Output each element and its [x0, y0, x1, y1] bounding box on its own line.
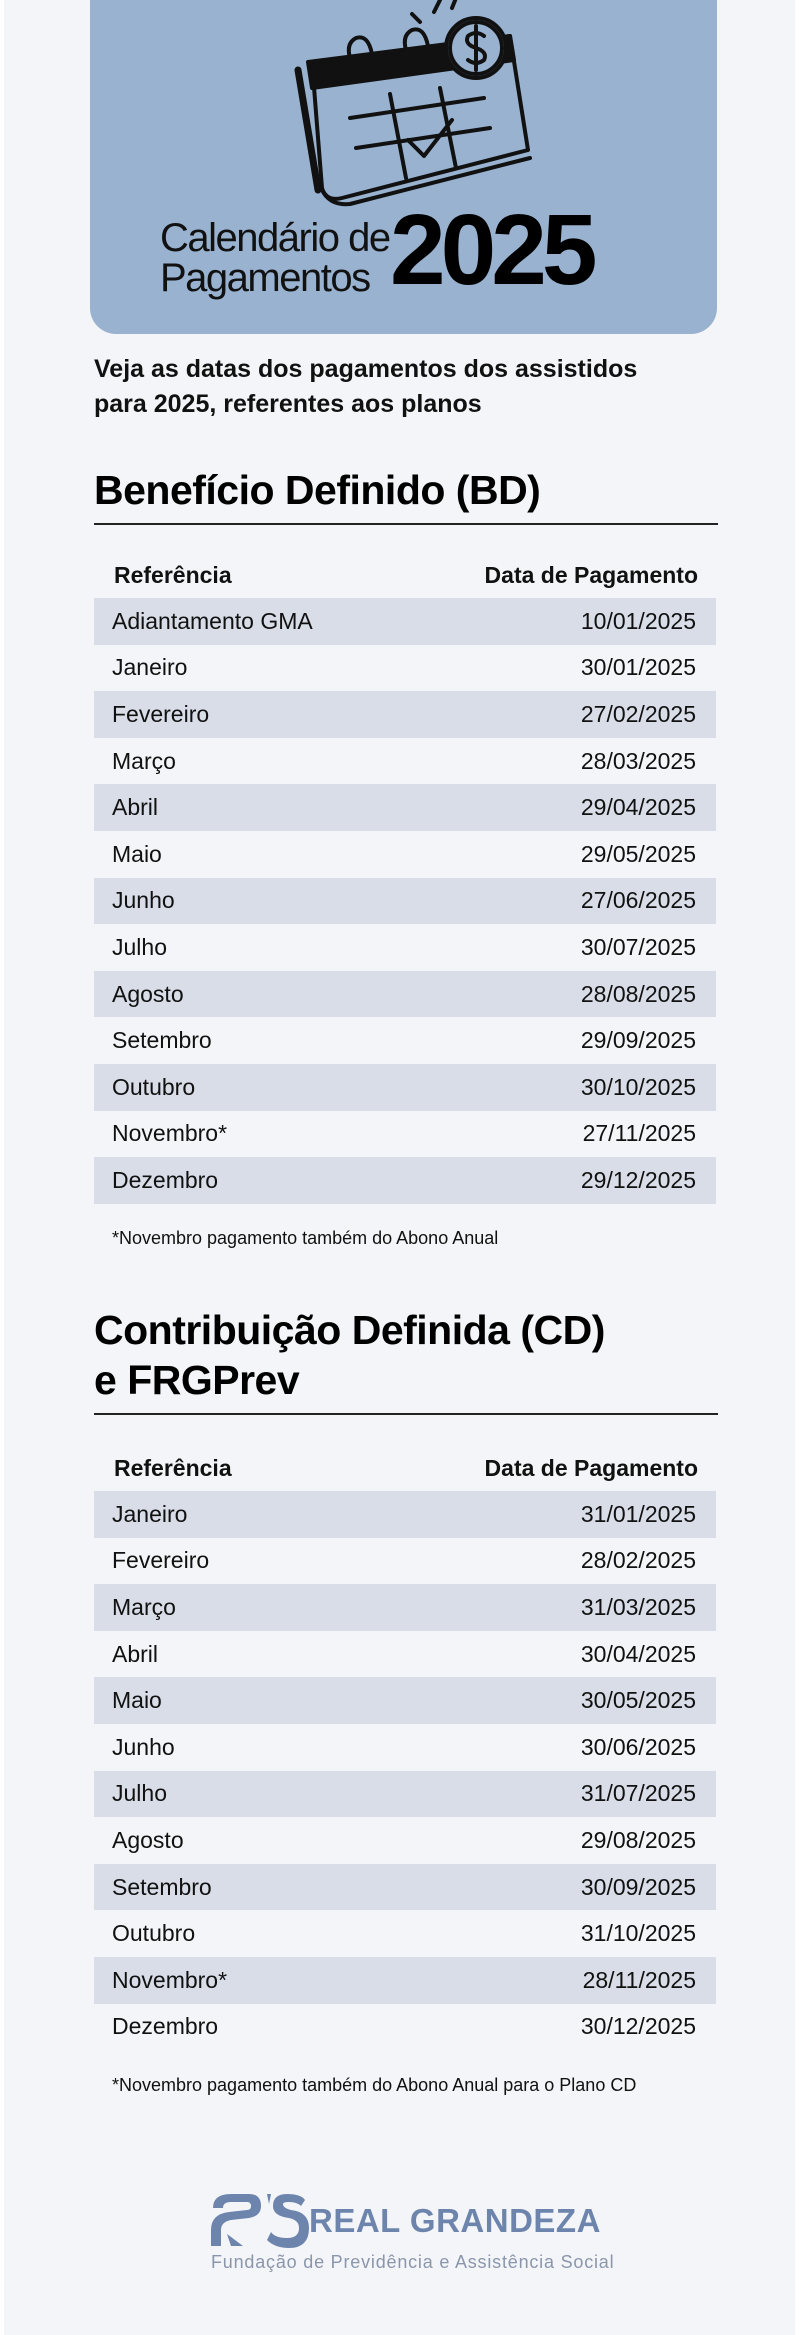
table-row — [94, 1157, 716, 1204]
cd-col-ref: Referência — [114, 1454, 232, 1481]
row-payment-date: 30/07/2025 — [580, 933, 696, 960]
row-payment-date: 31/07/2025 — [580, 1780, 696, 1807]
row-payment-date: 29/09/2025 — [580, 1027, 696, 1054]
table-row — [94, 1111, 716, 1158]
row-reference: Maio — [112, 1687, 162, 1714]
intro-text: Veja as datas dos pagamentos dos assistidos para 2025, referentes aos planos — [94, 355, 638, 418]
row-payment-date: 10/01/2025 — [580, 607, 696, 634]
table-row — [94, 924, 716, 971]
row-reference: Agosto — [112, 980, 184, 1007]
row-payment-date: 27/11/2025 — [582, 1120, 696, 1147]
table-row — [94, 691, 716, 738]
table-row — [94, 1677, 716, 1724]
table-row — [94, 1864, 716, 1911]
row-payment-date: 28/03/2025 — [580, 747, 696, 774]
bd-table-header — [94, 552, 716, 598]
table-row — [94, 1957, 716, 2004]
table-row — [94, 784, 716, 831]
bd-footnote: *Novembro pagamento também do Abono Anual — [112, 1228, 499, 1248]
row-payment-date: 28/11/2025 — [582, 1966, 696, 1993]
table-row — [94, 1491, 716, 1538]
row-reference: Junho — [112, 887, 175, 914]
row-payment-date: 29/12/2025 — [580, 1166, 696, 1193]
cd-footnote: *Novembro pagamento também do Abono Anual para o Plano CD — [112, 2075, 637, 2095]
row-payment-date: 29/04/2025 — [580, 794, 696, 821]
row-payment-date: 31/10/2025 — [580, 1920, 696, 1947]
table-row — [94, 1584, 716, 1631]
table-row — [94, 831, 716, 878]
cd-section-title — [94, 1305, 734, 1405]
row-payment-date: 30/06/2025 — [580, 1733, 696, 1760]
row-reference: Janeiro — [112, 1500, 188, 1527]
table-row — [94, 1910, 716, 1957]
row-payment-date: 29/05/2025 — [580, 840, 696, 867]
table-row — [94, 2004, 716, 2051]
row-reference: Fevereiro — [112, 1547, 210, 1574]
header-title-line1: Calendário de — [160, 216, 390, 260]
header-year: 2025 — [390, 194, 593, 306]
row-reference: Abril — [112, 794, 159, 821]
bd-col-ref: Referência — [114, 561, 232, 588]
row-reference: Setembro — [112, 1873, 212, 1900]
header-banner — [90, 0, 717, 334]
footer-logo — [209, 2190, 615, 2280]
cd-section-title-line2: e FRGPrev — [94, 1357, 300, 1403]
row-reference: Adiantamento GMA — [112, 607, 313, 634]
row-reference: Junho — [112, 1733, 175, 1760]
row-payment-date: 31/01/2025 — [580, 1500, 696, 1527]
bd-divider — [94, 523, 718, 525]
row-reference: Outubro — [112, 1920, 196, 1947]
row-reference: Março — [112, 747, 176, 774]
real-grandeza-logo-mark — [209, 2190, 309, 2252]
row-payment-date: 30/12/2025 — [580, 2013, 696, 2040]
bd-table — [94, 552, 716, 1204]
row-payment-date: 27/06/2025 — [580, 887, 696, 914]
row-payment-date: 30/01/2025 — [580, 654, 696, 681]
row-payment-date: 30/05/2025 — [580, 1687, 696, 1714]
row-reference: Dezembro — [112, 2013, 219, 2040]
cd-divider — [94, 1413, 718, 1415]
table-row — [94, 738, 716, 785]
cd-section-title-line1: Contribuição Definida (CD) — [94, 1307, 605, 1353]
cd-table — [94, 1445, 716, 2050]
page — [4, 0, 795, 2335]
row-payment-date: 27/02/2025 — [580, 700, 696, 727]
row-reference: Julho — [112, 933, 167, 960]
bd-col-date: Data de Pagamento — [484, 561, 698, 588]
cd-col-date: Data de Pagamento — [484, 1454, 698, 1481]
bd-section-title: Benefício Definido (BD) — [94, 467, 541, 513]
table-row — [94, 878, 716, 925]
table-row — [94, 1064, 716, 1111]
table-row — [94, 645, 716, 692]
row-payment-date: 30/10/2025 — [580, 1073, 696, 1100]
header-title-line2: Pagamentos — [160, 256, 370, 300]
row-payment-date: 30/09/2025 — [580, 1873, 696, 1900]
bd-table-body — [94, 598, 716, 1204]
table-row — [94, 971, 716, 1018]
table-row — [94, 1771, 716, 1818]
row-payment-date: 29/08/2025 — [580, 1826, 696, 1853]
row-reference: Fevereiro — [112, 700, 210, 727]
row-payment-date: 31/03/2025 — [580, 1593, 696, 1620]
row-reference: Novembro* — [112, 1966, 228, 1993]
row-reference: Dezembro — [112, 1166, 219, 1193]
row-reference: Julho — [112, 1780, 167, 1807]
footer-brand-name: REAL GRANDEZA — [309, 2202, 601, 2239]
row-reference: Maio — [112, 840, 162, 867]
row-reference: Novembro* — [112, 1120, 228, 1147]
row-reference: Janeiro — [112, 654, 188, 681]
row-reference: Março — [112, 1593, 176, 1620]
table-row — [94, 1631, 716, 1678]
footer-brand-subtitle: Fundação de Previdência e Assistência Social — [211, 2252, 615, 2272]
row-payment-date: 30/04/2025 — [580, 1640, 696, 1667]
header-title — [160, 218, 390, 298]
table-row — [94, 1817, 716, 1864]
table-row — [94, 1017, 716, 1064]
cd-table-body — [94, 1491, 716, 2050]
row-reference: Outubro — [112, 1073, 196, 1100]
cd-table-header — [94, 1445, 716, 1491]
row-payment-date: 28/08/2025 — [580, 980, 696, 1007]
table-row — [94, 1538, 716, 1585]
table-row — [94, 598, 716, 645]
table-row — [94, 1724, 716, 1771]
row-payment-date: 28/02/2025 — [580, 1547, 696, 1574]
row-reference: Agosto — [112, 1826, 184, 1853]
row-reference: Abril — [112, 1640, 159, 1667]
row-reference: Setembro — [112, 1027, 212, 1054]
